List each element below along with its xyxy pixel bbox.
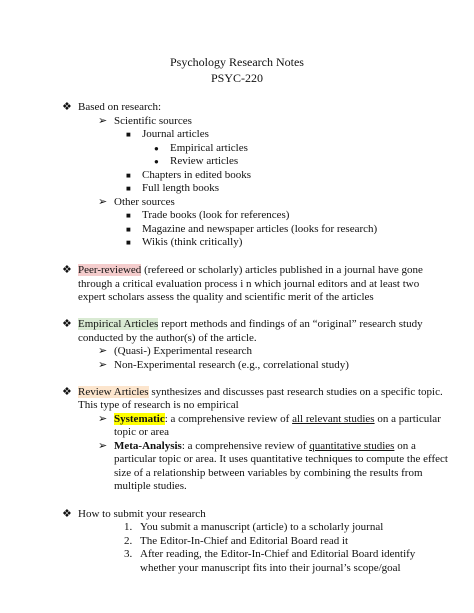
list-item: ■ Trade books (look for references) bbox=[126, 209, 290, 221]
square-bullet-icon: ■ bbox=[126, 211, 131, 220]
list-item: ● Empirical articles bbox=[154, 142, 248, 154]
section-review-articles: ❖ Review Articles synthesizes and discusses past research studies on a specific topic. bbox=[62, 386, 443, 398]
term-peer-reviewed: Peer-reviewed bbox=[78, 264, 142, 276]
term-empirical-articles: Empirical Articles bbox=[78, 318, 159, 330]
arrow-bullet-icon: ➢ bbox=[98, 413, 108, 425]
paragraph-line: multiple studies. bbox=[114, 480, 187, 492]
section-how-to-submit: ❖ How to submit your research bbox=[62, 508, 206, 520]
list-item: ➢ (Quasi-) Experimental research bbox=[98, 345, 253, 357]
numbered-item: 3. After reading, the Editor-In-Chief and Editorial Board identify bbox=[124, 548, 416, 560]
numbered-item: 2. The Editor-In-Chief and Editorial Board read it bbox=[124, 535, 349, 547]
dot-bullet-icon: ● bbox=[154, 157, 159, 166]
section-based-on-research: ❖ Based on research: bbox=[62, 101, 162, 113]
square-bullet-icon: ■ bbox=[126, 171, 131, 180]
diamond-bullet-icon: ❖ bbox=[62, 386, 72, 398]
list-item-systematic: ➢ Systematic: a comprehensive review of all relevant studies on a particular bbox=[98, 413, 441, 425]
paragraph-line: whether your manuscript fits into their journal’s scope/goal bbox=[140, 562, 401, 574]
list-item: ➢ Scientific sources bbox=[98, 115, 192, 127]
arrow-bullet-icon: ➢ bbox=[98, 345, 108, 357]
square-bullet-icon: ■ bbox=[126, 130, 131, 139]
course-code: PSYC-220 bbox=[210, 71, 263, 85]
diamond-bullet-icon: ❖ bbox=[62, 318, 72, 330]
term-meta-analysis: Meta-Analysis bbox=[114, 440, 182, 452]
list-item: ● Review articles bbox=[154, 155, 239, 167]
list-item-meta-analysis: ➢ Meta-Analysis: a comprehensive review of quantitative studies on a bbox=[98, 440, 416, 452]
paragraph-line: size of a relationship between variables by combining the results from bbox=[114, 467, 423, 479]
square-bullet-icon: ■ bbox=[126, 238, 131, 247]
arrow-bullet-icon: ➢ bbox=[98, 115, 108, 127]
paragraph-line: This type of research is no empirical bbox=[78, 399, 239, 411]
list-item: ➢ Non-Experimental research (e.g., correlational study) bbox=[98, 359, 349, 371]
square-bullet-icon: ■ bbox=[126, 184, 131, 193]
diamond-bullet-icon: ❖ bbox=[62, 264, 72, 276]
list-item: ➢ Other sources bbox=[98, 196, 175, 208]
paragraph-line: conducted by the author(s) of the article. bbox=[78, 332, 257, 344]
arrow-bullet-icon: ➢ bbox=[98, 440, 108, 452]
paragraph-line: particular topic or area. It uses quantitative techniques to compute the effect bbox=[114, 453, 448, 465]
numbered-item: 1. You submit a manuscript (article) to a scholarly journal bbox=[124, 521, 384, 533]
list-item: ■ Wikis (think critically) bbox=[126, 236, 243, 248]
paragraph-line: expert scholars assess the quality and scientific merit of the articles bbox=[78, 291, 374, 303]
dot-bullet-icon: ● bbox=[154, 144, 159, 153]
term-systematic: Systematic bbox=[114, 413, 165, 425]
paragraph-line: through a critical evaluation process i n which journal editors and at least two bbox=[78, 278, 420, 290]
diamond-bullet-icon: ❖ bbox=[62, 508, 72, 520]
list-item: ■ Magazine and newspaper articles (looks for research) bbox=[126, 223, 378, 235]
page-title: Psychology Research Notes bbox=[170, 55, 304, 69]
square-bullet-icon: ■ bbox=[126, 225, 131, 234]
section-peer-reviewed: ❖ Peer-reviewed (refereed or scholarly) articles published in a journal have gone bbox=[62, 264, 423, 276]
diamond-bullet-icon: ❖ bbox=[62, 101, 72, 113]
arrow-bullet-icon: ➢ bbox=[98, 359, 108, 371]
term-review-articles: Review Articles bbox=[78, 386, 149, 398]
list-item: ■ Chapters in edited books bbox=[126, 169, 252, 181]
paragraph-line: topic or area bbox=[114, 426, 169, 438]
list-item: ■ Full length books bbox=[126, 182, 220, 194]
list-item: ■ Journal articles bbox=[126, 128, 209, 140]
arrow-bullet-icon: ➢ bbox=[98, 196, 108, 208]
section-empirical-articles: ❖ Empirical Articles report methods and findings of an “original” research study bbox=[62, 318, 423, 330]
